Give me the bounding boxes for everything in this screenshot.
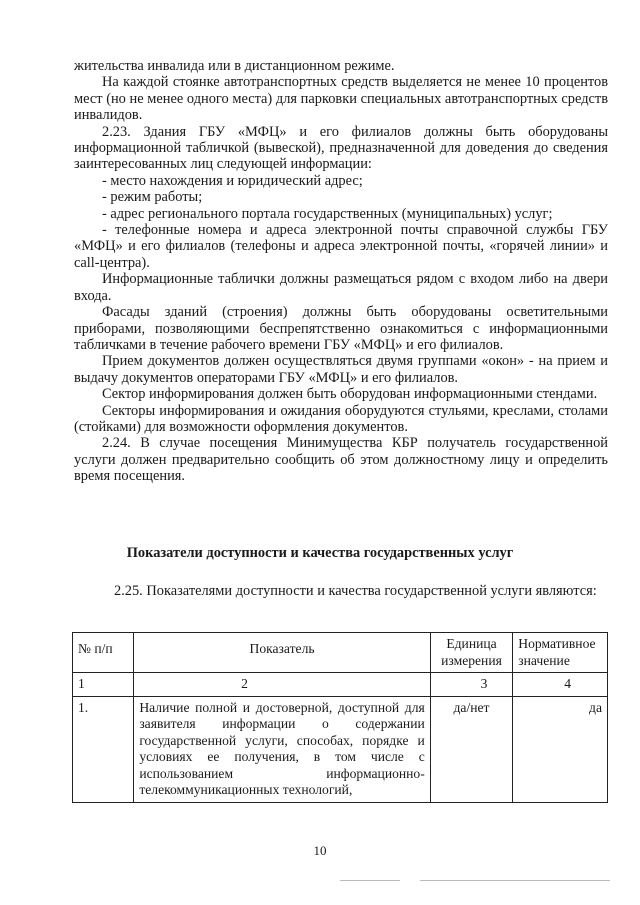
- paragraph: Прием документов должен осуществляться двумя группами «окон» - на прием и выдачу документов операторами ГБУ «МФЦ» и его филиалов.: [74, 353, 608, 386]
- body-text: [74, 58, 608, 485]
- paragraph: 2.24. В случае посещения Минимущества КБР получатель государственной услуги должен предварительно сообщить об этом должностному лицу и определить время посещения.: [74, 435, 608, 485]
- section-heading: Показатели доступности и качества государственных услуг: [126, 545, 514, 561]
- paragraph: Фасады зданий (строения) должны быть оборудованы осветительными приборами, позволяющими беспрепятственно ознакомиться с информационными табличками в течение рабочего времени ГБУ «МФЦ» и его филиалов.: [74, 304, 608, 353]
- header-unit: Единица измерения: [430, 633, 513, 673]
- paragraph: На каждой стоянке автотранспортных средств выделяется не менее 10 процентов мест (но не менее одного места) для парковки специальных автотранспортных средств инвалидов.: [74, 74, 608, 124]
- table-numbering-row: [73, 673, 608, 697]
- paragraph: Информационные таблички должны размещаться рядом с входом либо на двери входа.: [74, 271, 608, 304]
- paragraph: Секторы информирования и ожидания оборудуются стульями, креслами, столами (стойками) для возможности оформления документов.: [74, 402, 608, 435]
- page-number: 10: [313, 843, 327, 858]
- header-number: № п/п: [73, 633, 134, 673]
- table-cell: 4: [513, 673, 608, 697]
- footer-divider: [420, 880, 610, 881]
- indicators-table: [72, 632, 608, 803]
- intro-paragraph: 2.25. Показателями доступности и качества государственной услуги являются:: [114, 583, 597, 599]
- paragraph: 2.23. Здания ГБУ «МФЦ» и его филиалов должны быть оборудованы информационной табличкой (вывеской), предназначенной для доведения до сведения заинтересованных лиц следующей информации:: [74, 123, 608, 173]
- paragraph: - телефонные номера и адреса электронной почты справочной службы ГБУ «МФЦ» и его филиалов (телефоны и адреса электронной почты, «горячей линии» и call-центра).: [74, 222, 608, 271]
- paragraph: - режим работы;: [102, 189, 203, 206]
- footer-divider: [340, 880, 400, 881]
- row-number: 1.: [73, 696, 134, 802]
- paragraph: Сектор информирования должен быть оборудован информационными стендами.: [102, 386, 598, 403]
- row-value: да: [513, 696, 608, 802]
- row-unit: да/нет: [430, 696, 513, 802]
- row-indicator: Наличие полной и достоверной, доступной для заявителя информации о содержании государственной услуги, способах, порядке и условиях ее получения, в том числе с использованием информационно-телекоммуникационных технологий,: [134, 696, 430, 802]
- table-row: [73, 696, 608, 802]
- header-indicator: Показатель: [134, 633, 430, 673]
- paragraph: - место нахождения и юридический адрес;: [102, 172, 363, 189]
- table-cell: 2: [134, 673, 430, 697]
- table-cell: 3: [430, 673, 513, 697]
- table-header-row: [73, 633, 608, 673]
- table-cell: 1: [73, 673, 134, 697]
- header-value: Нормативное значение: [513, 633, 608, 673]
- paragraph: - адрес регионального портала государственных (муниципальных) услуг;: [102, 205, 553, 222]
- paragraph: жительства инвалида или в дистанционном режиме.: [74, 58, 395, 74]
